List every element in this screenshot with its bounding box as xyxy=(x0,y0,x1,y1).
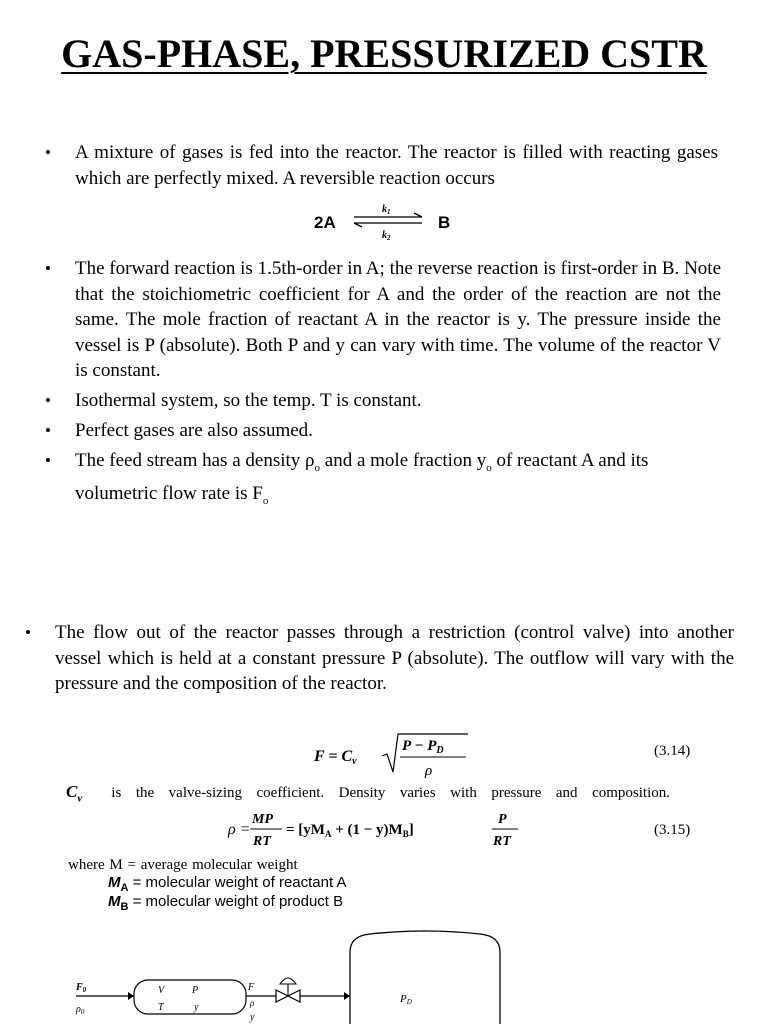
rho-subscript: o xyxy=(314,461,321,474)
bullet-text: Isothermal system, so the temp. T is constant. xyxy=(75,390,422,411)
k2-label: $k_2$ xyxy=(382,230,391,242)
bullet-dot: • xyxy=(45,451,51,470)
bullet-text: A mixture of gases is fed into the reactor. The reactor is filled with reacting gases which are perfectly mixed. A reversible reaction occurs xyxy=(75,142,718,189)
rho-symbol: ρ xyxy=(305,450,315,471)
bullet-dot: • xyxy=(45,421,51,440)
bullet-perfect-gases xyxy=(45,418,721,444)
svg-text:= [yMA + (1 − y)MB]: = $[yM_A + (1 - y)M_B]$ xyxy=(286,822,414,839)
receiving-vessel xyxy=(350,931,500,1024)
reactant-a: 2A xyxy=(314,213,336,232)
bullet-dot: • xyxy=(45,143,51,162)
equation-number-3-14: (3.14) xyxy=(654,743,691,759)
svg-text:RT: RT xyxy=(493,834,511,849)
svg-text:T: T xyxy=(158,1002,164,1013)
rho-label: ρ xyxy=(250,998,255,1008)
bullet-feed-stream xyxy=(45,448,721,515)
svg-text:RT: RT xyxy=(253,834,271,849)
page-title: GAS-PHASE, PRESSURIZED CSTR xyxy=(61,31,707,76)
svg-text:V: V xyxy=(158,985,165,996)
equation-number-3-15: (3.15) xyxy=(654,822,691,838)
bullet-dot: • xyxy=(45,259,51,278)
rho0-label: $\rho_0$ xyxy=(76,1004,85,1016)
pd-label: PD xyxy=(400,993,412,1006)
bullet-text: The forward reaction is 1.5th-order in A; the reverse reaction is first-order in B. Note that the stoichiometric coefficient for A and the order of the reaction are not the same. The mole fraction of reactant A in the reactor is y. The pressure inside the vessel is P (absolute). Both P and y can vary with time. The volume of the reactor V is constant. xyxy=(75,258,721,381)
equation-3-14 xyxy=(310,728,470,784)
f-label: F xyxy=(248,982,255,993)
product-b: B xyxy=(438,213,451,232)
y-subscript: o xyxy=(486,461,492,474)
where-line: where M = average molecular weight xyxy=(68,857,298,873)
svg-text:ρ =: ρ = xyxy=(228,821,251,838)
feed-mid-text: and a mole fraction y xyxy=(320,450,487,471)
reaction-equation xyxy=(310,200,470,244)
svg-text:F = Cv: F = Cv xyxy=(314,748,357,767)
y-out-label: y xyxy=(250,1012,255,1023)
control-valve-icon xyxy=(276,978,300,1002)
svg-text:ρ: ρ xyxy=(425,763,433,779)
bullet-mixture xyxy=(45,140,718,191)
feed-after-text: of reactant A and its volumetric flow rate is F xyxy=(75,450,649,505)
reaction-arrows xyxy=(310,200,470,244)
f-subscript: o xyxy=(262,495,269,508)
reactor-vessel xyxy=(134,980,246,1014)
ma-definition: $M_A$ = molecular weight of reactant A xyxy=(108,874,347,894)
bullet-dot: • xyxy=(45,391,51,410)
f0-label: $F_0$ xyxy=(76,982,87,994)
cv-note xyxy=(66,782,670,804)
svg-text:P: P xyxy=(192,985,199,996)
bullet-text: Perfect gases are also assumed. xyxy=(75,420,313,441)
bullet-flow-out xyxy=(25,620,734,697)
mb-definition: $M_B$ = molecular weight of product B xyxy=(108,893,344,913)
process-diagram xyxy=(70,930,630,1024)
bullet-text: The flow out of the reactor passes through a restriction (control valve) into another vessel which is held at a constant pressure P (absolute). The outflow will vary with the pressure and the composition of the reactor. xyxy=(55,622,734,694)
svg-text:MP: MP xyxy=(252,812,273,827)
cv-symbol: $C_v$ xyxy=(66,782,83,805)
equation-3-15 xyxy=(226,806,526,852)
bullet-dot: • xyxy=(25,623,31,642)
svg-text:P: P xyxy=(498,812,507,827)
cv-text: is the valve-sizing coefficient. Density varies with pressure and composition. xyxy=(111,785,670,801)
bullet-text: The feed stream has a density xyxy=(75,450,306,471)
bullet-isothermal xyxy=(45,388,721,414)
bullet-forward-reaction xyxy=(45,256,721,384)
svg-text:P − PD: $P - P_D$ xyxy=(402,738,444,756)
k1-label: $k_1$ xyxy=(382,204,391,216)
svg-text:y: y xyxy=(194,1002,199,1013)
